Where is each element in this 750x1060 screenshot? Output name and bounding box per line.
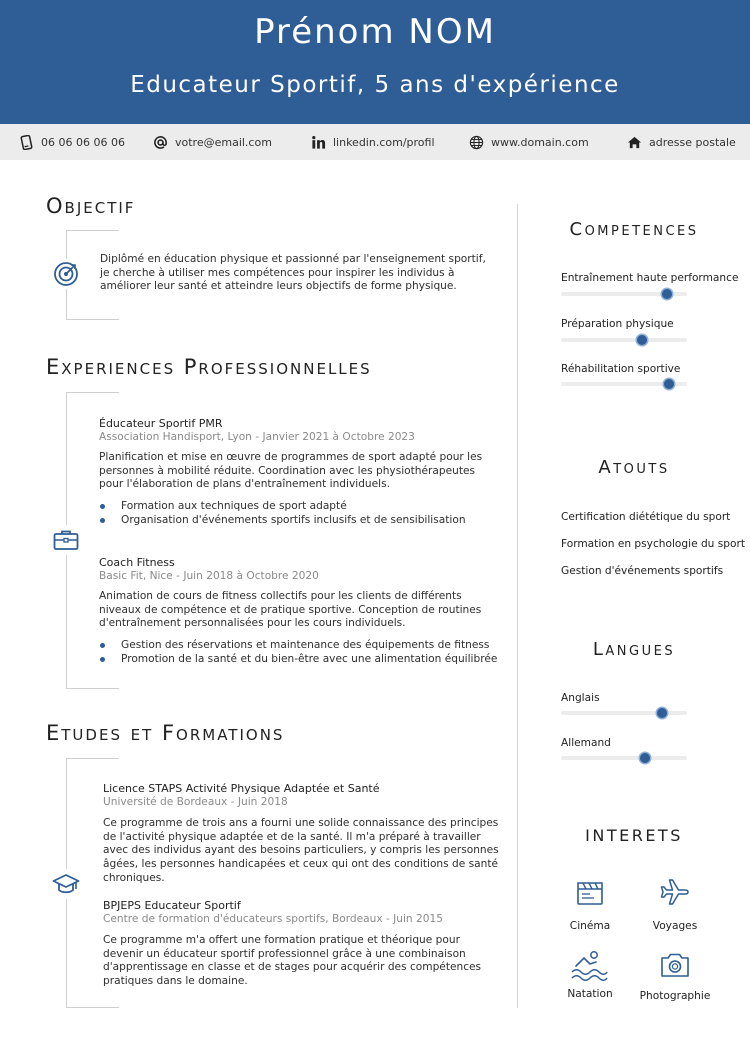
globe-icon (469, 135, 484, 150)
contact-address-text: adresse postale (649, 135, 736, 149)
contact-bar (0, 124, 750, 160)
job-title: Éducateur Sportif PMR (99, 417, 223, 430)
job-bullet: Promotion de la santé et du bien-être avec une alimentation équilibrée (121, 653, 498, 665)
section-title-objective: Objectif (46, 194, 136, 218)
education-title: Licence STAPS Activité Physique Adaptée et Santé (103, 782, 380, 795)
section-title-skills: Competences (569, 219, 699, 240)
contact-phone-text: 06 06 06 06 06 (41, 135, 125, 149)
language-label: Allemand (561, 737, 611, 749)
contact-website[interactable] (469, 124, 589, 160)
interest-label: Cinéma (569, 920, 611, 932)
camera-icon (659, 949, 691, 981)
section-title-experience: Experiences Professionnelles (46, 355, 372, 379)
clapperboard-icon (574, 877, 606, 909)
job-subtitle: Association Handisport, Lyon - Janvier 2021 à Octobre 2023 (99, 431, 415, 443)
job-bullet: Organisation d'événements sportifs inclusifs et de sensibilisation (121, 514, 466, 526)
target-icon (51, 259, 81, 289)
job-title: Coach Fitness (99, 556, 175, 569)
language-bar (561, 711, 687, 715)
skill-bar (561, 338, 687, 342)
skill-label: Entraînement haute performance (561, 272, 739, 284)
swimmer-icon (570, 948, 608, 982)
contact-linkedin-text: linkedin.com/profil (333, 135, 435, 149)
interest-label: Voyages (652, 920, 698, 932)
contact-address (627, 124, 736, 160)
section-title-atouts: Atouts (598, 457, 670, 478)
skill-label: Préparation physique (561, 318, 674, 330)
objective-text: Diplômé en éducation physique et passionné par l'enseignement sportif, je cherche à utiliser mes compétences pour inspirer les individus à améliorer leur santé et atteindre leurs objectifs de forme physique. (100, 253, 486, 293)
contact-email-text: votre@email.com (175, 135, 272, 149)
job-bullet: Gestion des réservations et maintenance des équipements de fitness (121, 639, 490, 651)
airplane-icon (659, 876, 691, 908)
job-bullet: Formation aux techniques de sport adapté (121, 500, 347, 512)
interest-label: Natation (567, 988, 613, 1000)
atout-item: Gestion d'événements sportifs (561, 565, 724, 577)
linkedin-icon (311, 135, 326, 150)
education-title: BPJEPS Educateur Sportif (103, 899, 241, 912)
section-title-languages: Langues (592, 639, 676, 660)
language-level-dot (640, 753, 650, 763)
section-title-education: Etudes et Formations (46, 721, 285, 745)
skill-level-dot (662, 289, 672, 299)
at-sign-icon (153, 135, 168, 150)
language-label: Anglais (561, 692, 600, 704)
graduation-cap-icon (51, 869, 81, 899)
education-description: Ce programme de trois ans a fourni une solide connaissance des principes de l'activité physique adaptée et de la santé. Il m'a préparé à travailler avec des individus ayant des besoins particuliers, y compris les personnes âgées, les personnes handicapées et ceux qui ont des conditions de santé chroniques. (103, 817, 499, 884)
skill-level-dot (637, 335, 647, 345)
skill-bar (561, 292, 687, 296)
contact-email[interactable] (153, 124, 272, 160)
skill-level-dot (664, 379, 674, 389)
job-subtitle: Basic Fit, Nice - Juin 2018 à Octobre 2020 (99, 570, 319, 582)
resume-header (0, 0, 750, 124)
home-icon (627, 135, 642, 150)
atout-item: Certification diététique du sport (561, 511, 731, 523)
job-description: Planification et mise en œuvre de programmes de sport adapté pour les personnes à mobilité réduite. Coordination avec les physiothérapeutes pour l'élaboration de plans d'entraînement individuels. (99, 451, 483, 491)
interest-label: Photographie (639, 990, 711, 1002)
skill-label: Réhabilitation sportive (561, 363, 681, 375)
candidate-role: Educateur Sportif, 5 ans d'expérience (130, 72, 620, 98)
contact-phone[interactable] (19, 124, 125, 160)
briefcase-icon (51, 525, 81, 555)
column-divider (517, 204, 518, 1008)
education-subtitle: Université de Bordeaux - Juin 2018 (103, 796, 288, 808)
candidate-name: Prénom NOM (254, 12, 496, 52)
education-subtitle: Centre de formation d'éducateurs sportifs, Bordeaux - Juin 2015 (103, 913, 443, 925)
contact-website-text: www.domain.com (491, 135, 589, 149)
job-description: Animation de cours de fitness collectifs pour les clients de différents niveaux de compétence et de pratique sportive. Conception de routines d'entraînement personnalisées pour les cours individuels. (99, 590, 482, 630)
language-bar (561, 756, 687, 760)
language-level-dot (657, 708, 667, 718)
skill-bar (561, 382, 687, 386)
section-title-interests: INTERETS (585, 826, 683, 845)
contact-linkedin[interactable] (311, 124, 435, 160)
education-description: Ce programme m'a offert une formation pratique et théorique pour devenir un éducateur sportif professionnel grâce à une combinaison d'apprentissage en classe et de stages pour acquérir des compétences pratiques dans le domaine. (103, 934, 482, 988)
phone-icon (19, 135, 34, 150)
atout-item: Formation en psychologie du sport (561, 538, 745, 550)
